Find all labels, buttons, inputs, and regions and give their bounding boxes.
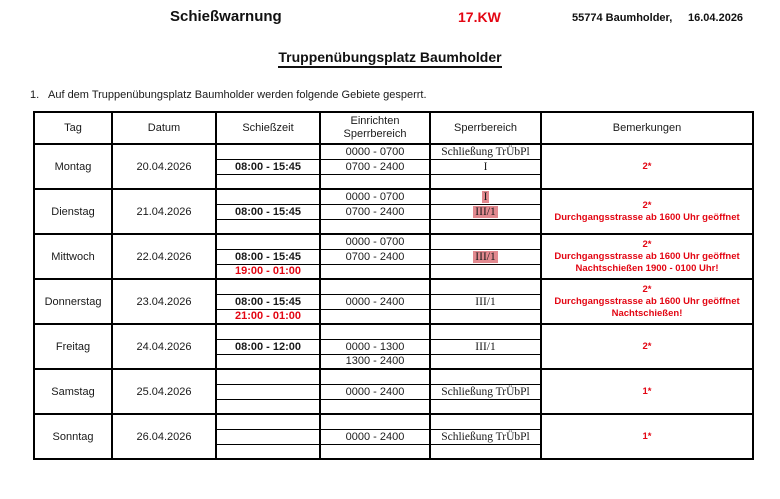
remark-line: Durchgangsstrasse ab 1600 Uhr geöffnet	[554, 211, 740, 223]
date-cell: 25.04.2026	[112, 369, 216, 414]
intro-number: 1.	[30, 89, 40, 101]
setup-time-cell: 0700 - 2400	[320, 159, 430, 174]
column-header-bemerkungen: Bemerkungen	[541, 112, 753, 144]
date-cell: 24.04.2026	[112, 324, 216, 369]
shooting-time-cell	[216, 369, 320, 384]
setup-time-cell	[320, 324, 430, 339]
night-shooting-time-cell: 19:00 - 01:00	[216, 264, 320, 279]
column-header-datum: Datum	[112, 112, 216, 144]
remarks-cell	[541, 324, 753, 369]
remarks-cell	[541, 189, 753, 234]
shooting-time-cell	[216, 429, 320, 444]
remark-line: 1*	[642, 430, 652, 442]
setup-time-cell	[320, 444, 430, 459]
restricted-area-cell: III/1	[430, 339, 541, 354]
restricted-area-cell	[430, 309, 541, 324]
table-row	[34, 144, 753, 159]
setup-time-cell: 0000 - 0700	[320, 189, 430, 204]
day-cell: Sonntag	[34, 414, 112, 459]
day-cell: Dienstag	[34, 189, 112, 234]
shooting-schedule-table	[33, 111, 754, 460]
date-cell: 22.04.2026	[112, 234, 216, 279]
restricted-area-cell	[430, 219, 541, 234]
shooting-time-cell	[216, 324, 320, 339]
restricted-area-cell	[430, 249, 541, 264]
setup-time-cell	[320, 414, 430, 429]
remark-line: 2*	[642, 340, 652, 352]
remarks-cell	[541, 369, 753, 414]
intro-paragraph	[30, 89, 427, 101]
table-row	[34, 279, 753, 294]
table-row	[34, 414, 753, 429]
column-header-einrichten	[320, 112, 430, 144]
table-row	[34, 189, 753, 204]
date-cell: 26.04.2026	[112, 414, 216, 459]
shooting-time-cell	[216, 219, 320, 234]
restricted-area-cell	[430, 354, 541, 369]
table-header	[34, 112, 753, 144]
restricted-area-cell	[430, 174, 541, 189]
restricted-area-cell: III/1	[430, 294, 541, 309]
restricted-area-cell	[430, 414, 541, 429]
intro-text: Auf dem Truppenübungsplatz Baumholder werden folgende Gebiete gesperrt.	[48, 89, 427, 101]
highlighted-area-value: III/1	[475, 205, 496, 218]
date-cell: 21.04.2026	[112, 189, 216, 234]
page-title	[0, 49, 780, 68]
issue-date: 16.04.2026	[688, 12, 744, 24]
date-cell: 20.04.2026	[112, 144, 216, 189]
highlighted-area-value: I	[483, 190, 488, 203]
setup-time-cell: 0700 - 2400	[320, 249, 430, 264]
setup-time-cell: 1300 - 2400	[320, 354, 430, 369]
shooting-time-cell	[216, 234, 320, 249]
restricted-area-cell	[430, 204, 541, 219]
shooting-time-cell	[216, 399, 320, 414]
shooting-time-cell	[216, 414, 320, 429]
page-title-text: Truppenübungsplatz Baumholder	[278, 49, 501, 68]
restricted-area-cell: Schließung TrÜbPl	[430, 384, 541, 399]
setup-time-cell: 0000 - 0700	[320, 234, 430, 249]
restricted-area-cell	[430, 189, 541, 204]
restricted-area-cell	[430, 234, 541, 249]
setup-time-cell	[320, 279, 430, 294]
remark-line: Nachtschießen 1900 - 0100 Uhr!	[575, 262, 719, 274]
column-header-schiesszeit: Schießzeit	[216, 112, 320, 144]
table-row	[34, 324, 753, 339]
shooting-time-cell	[216, 144, 320, 159]
remarks-cell	[541, 234, 753, 279]
shooting-time-cell: 08:00 - 15:45	[216, 159, 320, 174]
shooting-time-cell: 08:00 - 12:00	[216, 339, 320, 354]
day-cell: Freitag	[34, 324, 112, 369]
restricted-area-cell	[430, 264, 541, 279]
document-title: Schießwarnung	[170, 8, 282, 25]
shooting-time-cell	[216, 444, 320, 459]
restricted-area-cell	[430, 324, 541, 339]
setup-time-cell	[320, 399, 430, 414]
setup-time-cell	[320, 174, 430, 189]
table-row	[34, 369, 753, 384]
restricted-area-cell: I	[430, 159, 541, 174]
remark-line: 2*	[642, 238, 652, 250]
shooting-time-cell	[216, 384, 320, 399]
date-cell: 23.04.2026	[112, 279, 216, 324]
column-header-sperrbereich: Sperrbereich	[430, 112, 541, 144]
header-row	[34, 112, 753, 144]
setup-time-cell	[320, 309, 430, 324]
remark-line: Durchgangsstrasse ab 1600 Uhr geöffnet	[554, 295, 740, 307]
setup-time-cell: 0700 - 2400	[320, 204, 430, 219]
location-text: 55774 Baumholder,	[572, 12, 673, 24]
table-row	[34, 234, 753, 249]
remark-line: 2*	[642, 283, 652, 295]
day-cell: Mittwoch	[34, 234, 112, 279]
shooting-time-cell: 08:00 - 15:45	[216, 294, 320, 309]
night-shooting-time-cell: 21:00 - 01:00	[216, 309, 320, 324]
shooting-time-cell: 08:00 - 15:45	[216, 249, 320, 264]
restricted-area-cell: Schließung TrÜbPl	[430, 144, 541, 159]
setup-time-cell	[320, 219, 430, 234]
setup-time-cell: 0000 - 2400	[320, 384, 430, 399]
remarks-cell	[541, 144, 753, 189]
remarks-cell	[541, 279, 753, 324]
column-header-tag: Tag	[34, 112, 112, 144]
remark-line: Nachtschießen!	[611, 307, 683, 319]
shooting-time-cell	[216, 174, 320, 189]
day-cell: Donnerstag	[34, 279, 112, 324]
restricted-area-cell	[430, 369, 541, 384]
remarks-cell	[541, 414, 753, 459]
setup-time-cell: 0000 - 2400	[320, 294, 430, 309]
remark-line: 2*	[642, 199, 652, 211]
remark-line: Durchgangsstrasse ab 1600 Uhr geöffnet	[554, 250, 740, 262]
setup-time-cell	[320, 369, 430, 384]
setup-time-cell: 0000 - 2400	[320, 429, 430, 444]
column-header-einrichten-line2: Sperrbereich	[343, 128, 407, 140]
restricted-area-cell	[430, 279, 541, 294]
shooting-time-cell	[216, 189, 320, 204]
restricted-area-cell	[430, 399, 541, 414]
calendar-week: 17.KW	[458, 9, 501, 25]
setup-time-cell: 0000 - 0700	[320, 144, 430, 159]
restricted-area-cell: Schließung TrÜbPl	[430, 429, 541, 444]
shooting-time-cell	[216, 354, 320, 369]
column-header-einrichten-line1: Einrichten	[350, 115, 400, 127]
remark-line: 2*	[642, 160, 652, 172]
shooting-time-cell	[216, 279, 320, 294]
restricted-area-cell	[430, 444, 541, 459]
highlighted-area-value: III/1	[475, 250, 496, 263]
day-cell: Samstag	[34, 369, 112, 414]
remark-line: 1*	[642, 385, 652, 397]
setup-time-cell: 0000 - 1300	[320, 339, 430, 354]
shooting-time-cell: 08:00 - 15:45	[216, 204, 320, 219]
setup-time-cell	[320, 264, 430, 279]
day-cell: Montag	[34, 144, 112, 189]
